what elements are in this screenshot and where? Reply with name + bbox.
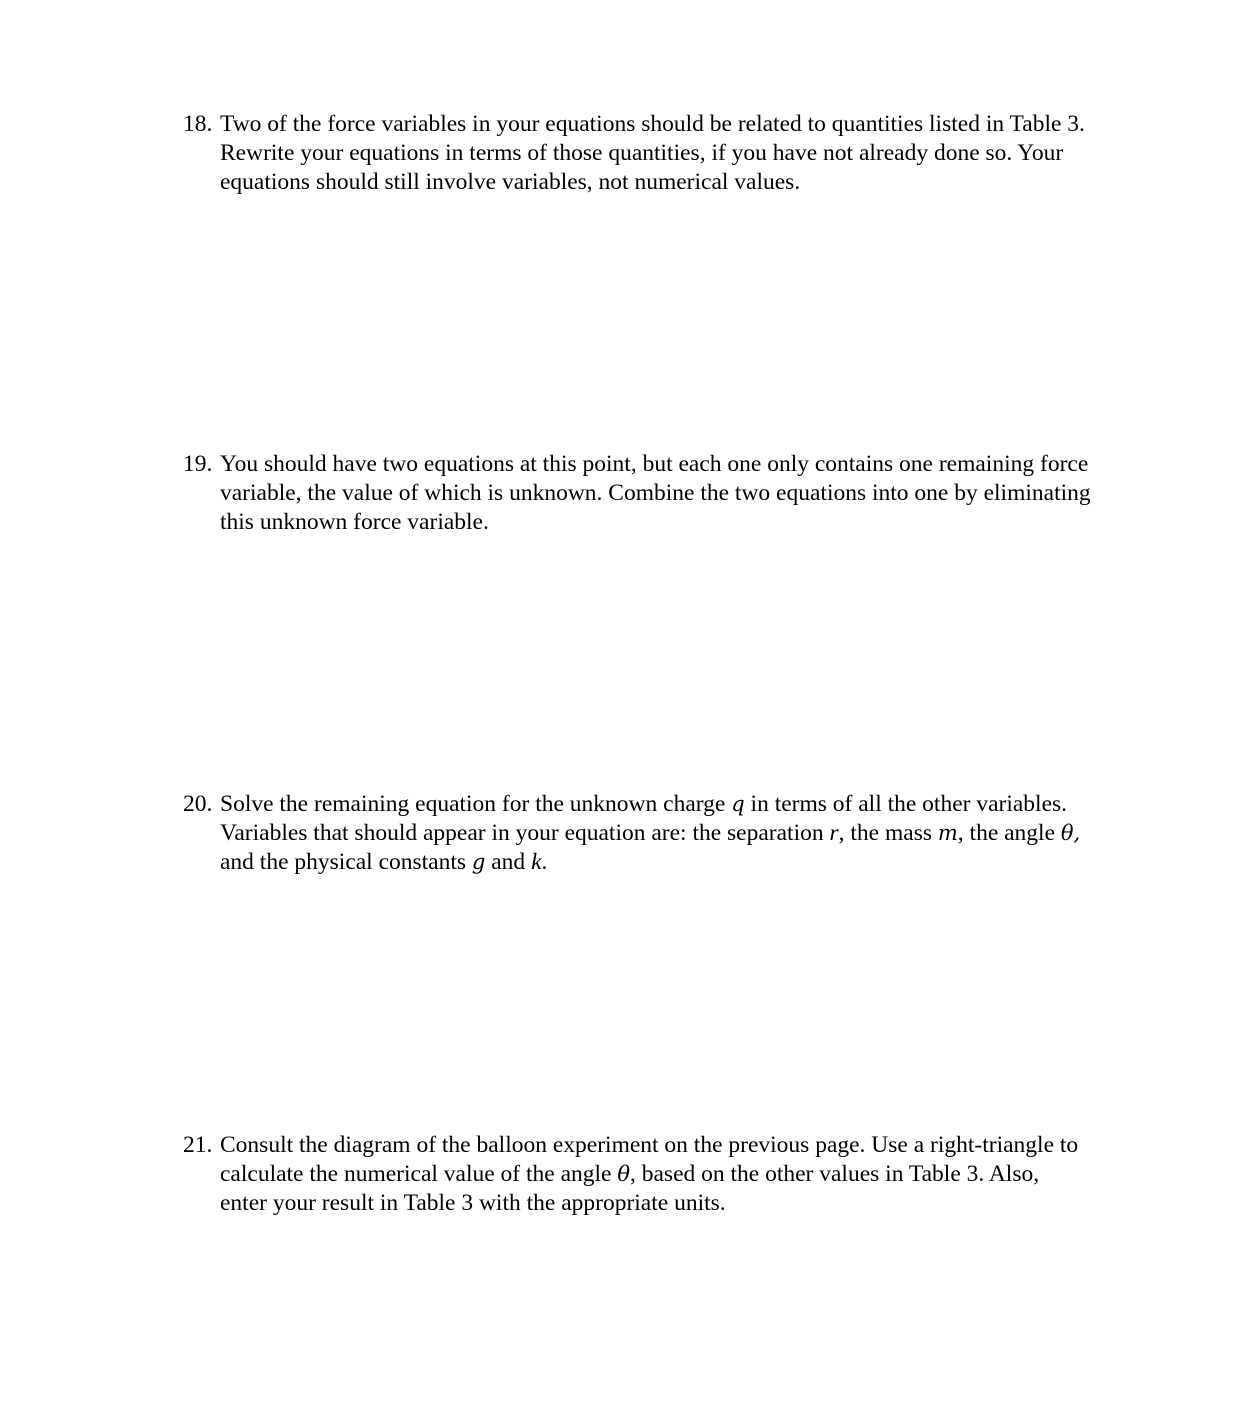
question-text: [220, 1131, 1173, 1218]
question-21: [183, 1131, 1173, 1218]
text-segment: Variables that should appear in your equation are: the separation: [220, 820, 830, 846]
variable-r: r: [829, 820, 839, 846]
variable-theta: θ,: [1060, 821, 1081, 845]
question-text: [220, 450, 1173, 537]
question-text: [220, 790, 1173, 877]
variable-k: k: [531, 849, 542, 875]
question-18: [183, 110, 1173, 197]
question-line: Consult the diagram of the balloon experiment on the previous page. Use a right-triangle to: [220, 1132, 1079, 1158]
text-segment: and: [485, 849, 532, 875]
question-line: enter your result in Table 3 with the appropriate units.: [220, 1190, 726, 1216]
text-segment: , the mass: [838, 820, 938, 846]
question-line: Two of the force variables in your equations should be related to quantities listed in Table 3.: [220, 111, 1085, 137]
question-line: this unknown force variable.: [220, 509, 489, 535]
question-line: Rewrite your equations in terms of those quantities, if you have not already done so. Your: [220, 140, 1064, 166]
question-line: You should have two equations at this point, but each one only contains one remaining force: [220, 451, 1089, 477]
question-line: [220, 819, 1173, 848]
question-number: 21.: [183, 1132, 213, 1158]
text-segment: calculate the numerical value of the angle: [220, 1161, 618, 1187]
question-number: 19.: [183, 451, 213, 477]
variable-m: m: [937, 821, 958, 845]
question-line: [220, 848, 1173, 877]
variable-theta: θ: [617, 1162, 630, 1186]
question-20: [183, 790, 1173, 877]
question-line: variable, the value of which is unknown. Combine the two equations into one by eliminating: [220, 480, 1091, 506]
variable-g: g: [471, 850, 486, 874]
question-number: 18.: [183, 111, 213, 137]
question-text: [220, 110, 1173, 197]
question-line: equations should still involve variables, not numerical values.: [220, 169, 801, 195]
text-segment: , the angle: [957, 820, 1061, 846]
question-19: [183, 450, 1173, 537]
text-segment: in terms of all the other variables.: [744, 791, 1068, 817]
question-line: [220, 790, 1173, 819]
text-segment: , based on the other values in Table 3. Also,: [630, 1161, 1040, 1187]
text-segment: and the physical constants: [220, 849, 472, 875]
text-segment: Solve the remaining equation for the unknown charge: [220, 791, 732, 817]
question-number: 20.: [183, 791, 213, 817]
question-line: [220, 1160, 1173, 1189]
variable-q: q: [731, 792, 745, 816]
text-segment: .: [541, 849, 548, 875]
